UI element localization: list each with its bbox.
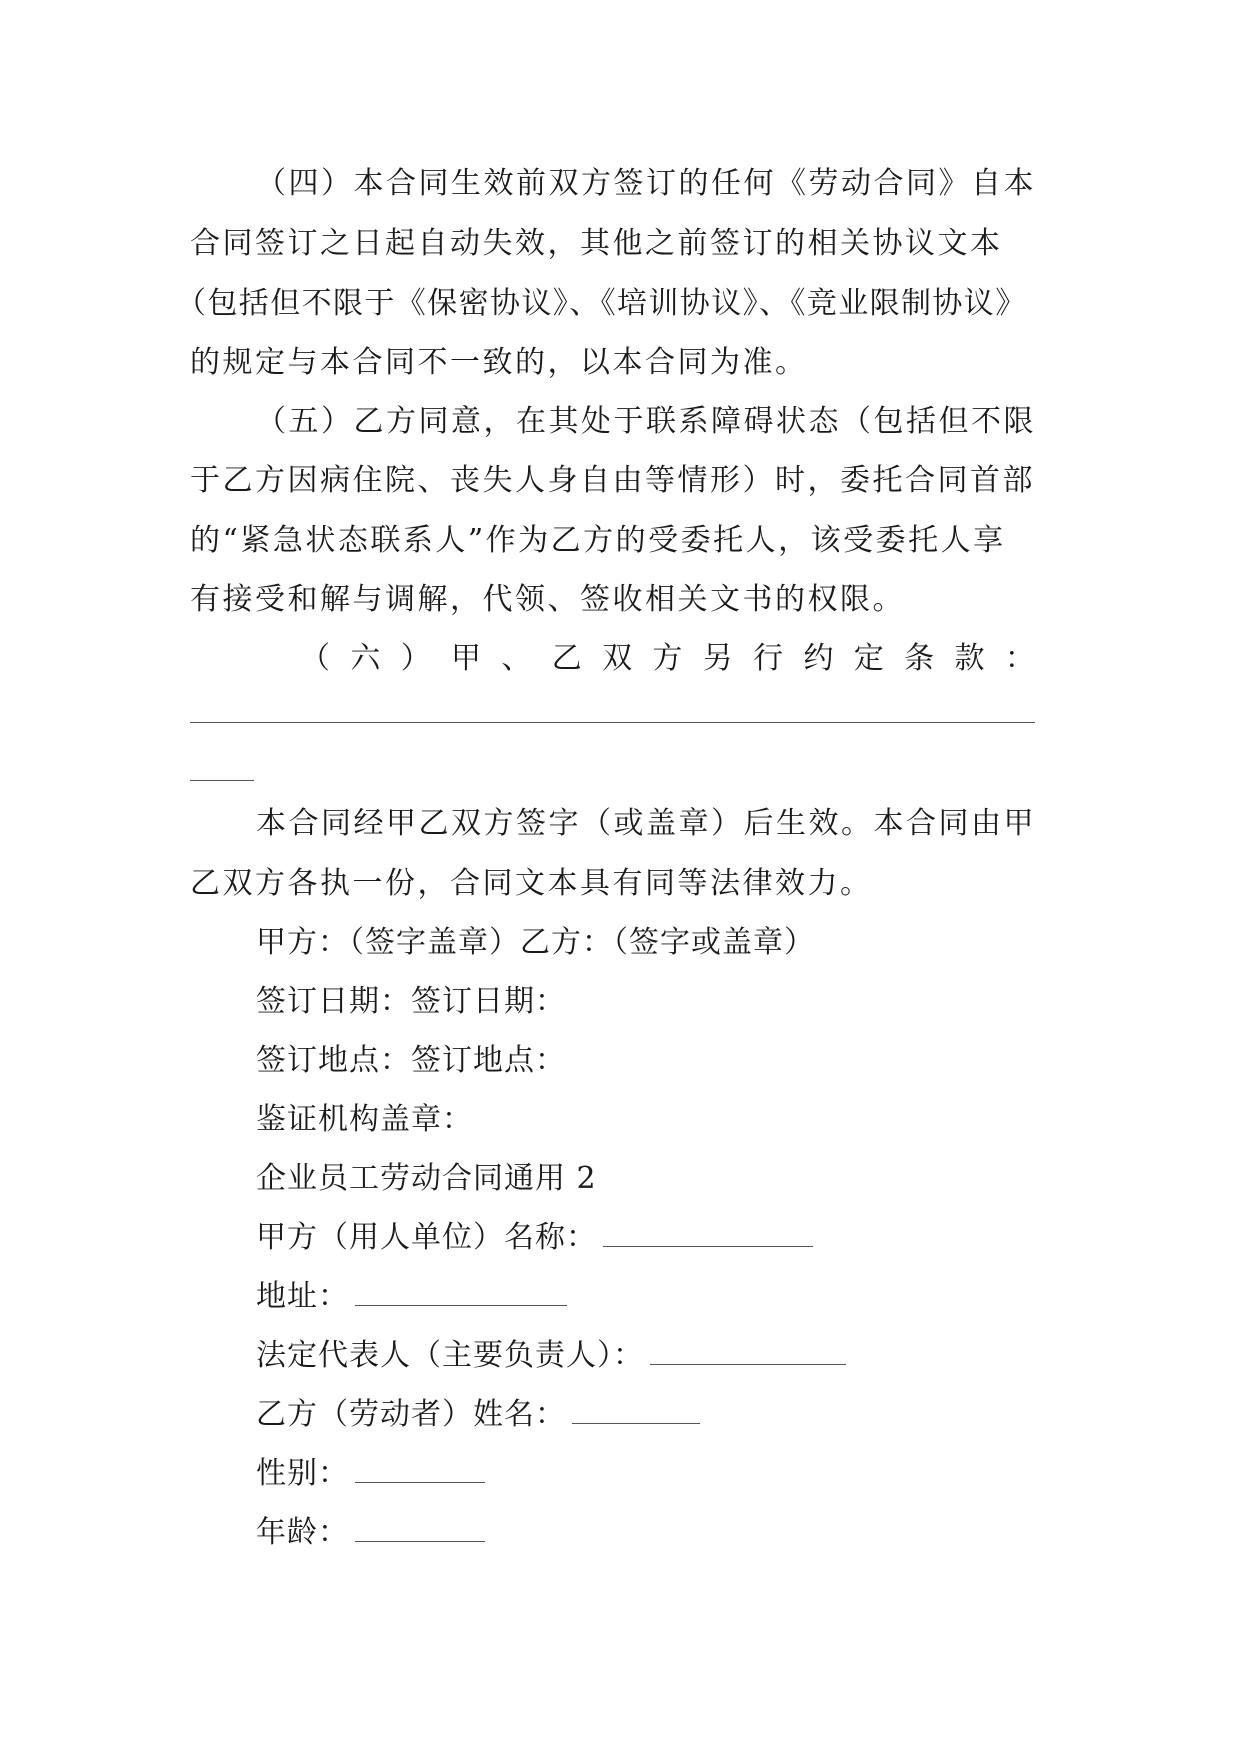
clause-4-line-3: （包括但不限于《保密协议》、《培训协议》、《竞业限制协议》 — [176, 286, 1027, 321]
signature-date: 签订日期：签订日期： — [256, 984, 566, 1019]
clause-6-heading — [300, 639, 1035, 679]
clause-6-char: 定 — [853, 641, 884, 676]
employee-name-label: 乙方（劳动者）姓名： — [256, 1397, 566, 1432]
signature-place: 签订地点：签订地点： — [256, 1043, 566, 1078]
template-title: 企业员工劳动合同通用 2 — [256, 1161, 597, 1196]
legal-rep-field — [256, 1336, 846, 1376]
clause-5-line-4: 有接受和解与调解，代领、签收相关文书的权限。 — [190, 582, 905, 617]
age-blank[interactable] — [355, 1535, 485, 1542]
legal-rep-blank[interactable] — [650, 1358, 846, 1365]
clause-6-blank-line-end — [190, 780, 254, 781]
clause-6-char: 乙 — [551, 641, 582, 676]
clause-6-char: 约 — [803, 641, 834, 676]
notary-seal: 鉴证机构盖章： — [256, 1102, 473, 1137]
clause-6-char: 六 — [350, 641, 381, 676]
clause-6-char: ： — [1004, 641, 1035, 676]
clause-6-char: 行 — [753, 641, 784, 676]
clause-6-char: 另 — [702, 641, 733, 676]
clause-6-char: 甲 — [451, 641, 482, 676]
clause-6-char: 双 — [602, 641, 633, 676]
clause-6-char: （ — [300, 641, 330, 676]
effective-line-1: 本合同经甲乙双方签字（或盖章）后生效。本合同由甲 — [256, 806, 1036, 841]
clause-6-char: 方 — [652, 641, 683, 676]
employee-name-field — [256, 1395, 700, 1435]
gender-field — [256, 1454, 485, 1494]
legal-rep-label: 法定代表人（主要负责人）： — [256, 1338, 644, 1373]
clause-4-line-4: 的规定与本合同不一致的，以本合同为准。 — [190, 345, 808, 380]
employer-name-label: 甲方（用人单位）名称： — [256, 1220, 597, 1255]
clause-6-blank-line — [190, 722, 1035, 723]
address-blank[interactable] — [355, 1299, 567, 1306]
clause-5-line-1: （五）乙方同意，在其处于联系障碍状态（包括但不限 — [256, 404, 1036, 439]
address-label: 地址： — [256, 1279, 349, 1314]
clause-5-line-3: 的“紧急状态联系人”作为乙方的受委托人，该受委托人享 — [190, 523, 1006, 558]
clause-6-char: 、 — [501, 641, 532, 676]
clause-6-char: 款 — [954, 641, 985, 676]
employer-name-blank[interactable] — [603, 1240, 813, 1247]
gender-blank[interactable] — [355, 1476, 485, 1483]
clause-5-line-2: 于乙方因病住院、丧失人身自由等情形）时，委托合同首部 — [190, 463, 1035, 498]
age-label: 年龄： — [256, 1515, 349, 1550]
effective-line-2: 乙双方各执一份，合同文本具有同等法律效力。 — [190, 866, 873, 901]
address-field — [256, 1277, 567, 1317]
clause-6-char: ） — [400, 641, 431, 676]
clause-6-char: 条 — [904, 641, 935, 676]
clause-4-line-2: 合同签订之日起自动失效，其他之前签订的相关协议文本 — [190, 226, 1003, 261]
employer-name-field — [256, 1218, 813, 1258]
gender-label: 性别： — [256, 1456, 349, 1491]
signature-parties: 甲方：（签字盖章）乙方：（签字或盖章） — [256, 925, 815, 960]
employee-name-blank[interactable] — [572, 1417, 700, 1424]
clause-4-line-1: （四）本合同生效前双方签订的任何《劳动合同》自本 — [256, 166, 1036, 201]
age-field — [256, 1513, 485, 1553]
